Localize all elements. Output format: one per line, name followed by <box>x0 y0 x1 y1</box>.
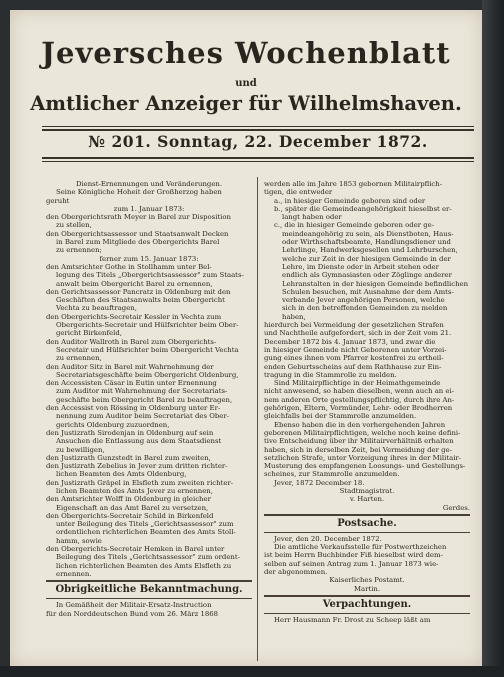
text-line: In Gemäßheit der Militair-Ersatz-Instruction <box>56 601 212 610</box>
masthead-title: Jeversches Wochenblatt <box>41 36 451 70</box>
text-line: Secretair und Hülfsrichter beim Obergericht Vechta <box>56 345 239 354</box>
text-line: nennung zum Auditor beim Secretariat des Ober- <box>56 412 229 421</box>
text-line: setzlichen Strafe, unter Vorzeigung ihres in der Militair- <box>264 453 462 462</box>
text-line: den Auditor Wallroth in Barel zum Obergerichts- <box>46 337 217 346</box>
text-line: Jever, den 20. December 1872. <box>274 534 382 543</box>
text-line: zum Auditor mit Wahrnehmung der Secretariats- <box>56 387 228 396</box>
text-line: v. Harten. <box>349 495 385 504</box>
text-line: den Obergerichtsrath Meyer in Barel zur Disposition <box>46 213 231 222</box>
text-line: Gerdes. <box>442 503 470 512</box>
text-line: a., in hiesiger Gemeinde geboren sind oder <box>274 196 426 205</box>
issue-rule-bottom <box>42 161 474 162</box>
text-line: meindeangehörig zu sein, als Dienstboten, Haus- <box>282 229 454 238</box>
text-line: Vechta zu beauftragen, <box>56 304 137 313</box>
text-line: verbande Jever angehörigen Personen, welche <box>282 296 445 305</box>
text-line: werden alle im Jahre 1853 gebornen Militairpflich- <box>264 180 443 188</box>
text-line: den Justizrath Zebelius in Jever zum dritten richter- <box>46 462 228 471</box>
text-line: Ansuchen die Entlassung aus dem Staatsdienst <box>56 437 222 446</box>
issue-line: № 201. Sonntag, 22. December 1872. <box>88 132 428 151</box>
text-line: den Accessisten Cäsar in Eutin unter Ernennung <box>46 379 217 388</box>
text-line: den Amtsrichter Wolff in Oldenburg in gleicher <box>46 495 211 504</box>
text-line: den Justizrath Gunzstedt in Barel zum zweiten, <box>46 453 211 462</box>
text-line: den Justizrath Sirodenjan in Oldenburg auf sein <box>46 428 214 437</box>
text-line: scheines, zur Stammrolle anzumelden. <box>264 470 400 479</box>
text-line: lichen Beamten des Amts Jever zu ernennen, <box>56 486 213 495</box>
text-line: sich in den betreffenden Gemeinden zu melden <box>282 304 448 313</box>
text-line: gung eines ihnen vom Pfarrer kostenfrei zu ertheil- <box>264 354 444 363</box>
newspaper-page <box>10 10 482 666</box>
text-line: zu ernennen, <box>56 354 102 363</box>
text-line: Eigenschaft an das Amt Barel zu versetzen, <box>56 503 209 512</box>
text-line: den Auditor Sitz in Barel mit Wahrnehmung der <box>46 362 214 371</box>
text-line: Herr Hausmann Fr. Drost zu Scheep läßt am <box>274 615 431 624</box>
text-line: langt haben oder <box>282 213 342 222</box>
right-column <box>264 180 470 624</box>
text-line: Martin. <box>353 584 381 593</box>
left-column <box>46 180 252 618</box>
postal-notice <box>264 535 470 593</box>
text-line: hierdurch bei Vermeidung der gesetzlichen Strafen <box>264 321 444 330</box>
text-line: nicht anwesend, so haben dieselben, wenn auch an ei- <box>264 387 455 396</box>
text-line: endlich als Gymnasiasten oder Zöglinge anderer <box>282 271 452 280</box>
text-line: gleichfalls bei der Stammrolle anzumelden. <box>264 412 417 421</box>
text-line: tragung in die Stammrolle zu melden. <box>264 370 397 379</box>
page-edge <box>0 666 504 677</box>
text-line: geschäfte beim Obergericht Barel zu beauftragen, <box>56 395 233 404</box>
text-line: oder Wirthschaftsbeamte, Handlungsdiener und <box>282 238 451 247</box>
text-line: lichen richterlichen Beamten des Amts Elsfleth zu <box>56 561 232 570</box>
text-line: den Obergerichts-Secretair Kessler in Vechta zum <box>46 312 222 321</box>
section-separator <box>264 514 470 516</box>
text-line: den Obergerichtsassessor und Staatsanwalt Decken <box>46 229 229 238</box>
text-line: den Obergerichts-Secretair Schild in Birkenfeld <box>46 511 214 520</box>
book-spine <box>482 0 504 677</box>
text-line: Die amtliche Verkaufsstelle für Postwerthzeichen <box>274 543 447 552</box>
text-line: den Justizrath Gräpel in Elsfleth zum zweiten richter- <box>46 478 234 487</box>
section-separator <box>46 580 252 582</box>
text-line: und Nachtheile aufgefordert, sich in der Zeit vom 21. <box>264 329 452 338</box>
text-line: Lehranstalten in der hiesigen Gemeinde befindlichen <box>282 279 469 288</box>
text-line: ernennen. <box>56 569 92 578</box>
text-line: December 1872 bis 4. Januar 1873, und zwar die <box>264 337 436 346</box>
text-line: hamm, sowie <box>56 536 102 545</box>
text-line: Secretariatsgeschäfte beim Obergericht Oldenburg, <box>56 370 239 379</box>
text-line: b., später die Gemeindeangehörigkeit hieselbst er- <box>274 204 452 213</box>
text-line: welche zur Zeit in der hiesigen Gemeinde in der <box>282 254 451 263</box>
text-line: ordentlichen richterlichen Beamten des Amts Stoll- <box>56 528 236 537</box>
text-line: geruht <box>46 196 70 205</box>
section-separator <box>264 595 470 597</box>
text-line: ferner zum 15. Januar 1873: <box>99 254 199 263</box>
text-line: selben auf seinen Antrag zum 1. Januar 1873 wie- <box>264 559 439 568</box>
masthead-connector: und <box>235 78 257 89</box>
text-line: Obergerichts-Secretair und Hülfsrichter beim Ober- <box>56 321 239 330</box>
text-line: Ebenso haben die in den vorhergehenden Jahren <box>274 420 446 429</box>
military-notice-continued <box>264 180 470 512</box>
military-notice-start <box>46 601 252 618</box>
text-line: Jever, 1872 December 18. <box>274 478 365 487</box>
text-line: Lehre, im Dienste oder in Arbeit stehen oder <box>282 262 439 271</box>
section-separator <box>264 532 470 533</box>
text-line: legung des Titels „Obergerichtsassessor" zum Staats- <box>56 271 244 280</box>
text-line: lichen Beamten des Amts Oldenburg, <box>56 470 187 479</box>
text-line: anwalt beim Obergericht Barel zu ernennen, <box>56 279 213 288</box>
issue-rule-bottom-thick <box>42 157 474 159</box>
text-line: Seine Königliche Hoheit der Großherzog haben <box>56 188 222 197</box>
text-line: c., die in hiesiger Gemeinde geboren oder ge- <box>274 221 435 230</box>
text-line: Geschäften des Staatsanwalts beim Obergericht <box>56 296 225 305</box>
text-line: gehörigen, Eltern, Vormünder, Lehr- oder Brodherren <box>264 404 453 413</box>
text-line: Stadtmagistrat. <box>339 486 395 495</box>
column-divider <box>257 177 258 661</box>
text-line: Schulen besuchen, mit Ausnahme der dem Amts- <box>282 287 454 296</box>
section-separator <box>264 613 470 614</box>
text-line: nem anderen Orte gestellungspflichtig, durch ihre An- <box>264 395 455 404</box>
text-line: unter Beilegung des Titels „Gerichtsassessor" zum <box>56 520 234 529</box>
text-line: ist beim Herrn Buchbinder Fiß hieselbst wird dem- <box>264 551 443 560</box>
text-line: Beilegung des Titels „Gerichtsassessor" zum ordent- <box>56 553 240 562</box>
text-line: den Amtsrichter Gothe in Stollhamm unter Bel- <box>46 262 212 271</box>
text-line: enden Geburtsscheins auf dem Rathhause zur Ein- <box>264 362 442 371</box>
text-line: gericht Birkenfeld, <box>56 329 122 338</box>
text-line: den Accessist von Rössing in Oldenburg unter Er- <box>46 404 221 413</box>
appointments-notice <box>46 180 252 578</box>
section-title-obrigkeitliche: Obrigkeitliche Bekanntmachung. <box>55 584 243 596</box>
section-separator <box>46 598 252 599</box>
text-line: tigen, die entweder <box>264 188 333 197</box>
text-line: Lehrlinge, Handwerksgesellen und Lehrburschen, <box>282 246 458 255</box>
text-line: zum 1. Januar 1873: <box>113 204 185 213</box>
masthead-rule-top <box>42 126 474 127</box>
text-line: haben, sich in derselben Zeit, bei Vermeidung der ge- <box>264 445 452 454</box>
text-line: Kaiserliches Postamt. <box>329 576 405 585</box>
text-line: tive Entscheidung über ihr Militairverhältniß erhalten <box>264 437 454 446</box>
text-line: gerichts Oldenburg zuzuordnen, <box>56 420 170 429</box>
text-line: zu bewilligen, <box>56 445 105 454</box>
text-line: in hiesiger Gemeinde nicht Geborenen unter Vorzei- <box>264 345 447 354</box>
text-line: Sind Militairpflichtige in der Heimathgemeinde <box>274 379 441 388</box>
masthead-rule-top-thick <box>42 129 474 131</box>
text-line: in Barel zum Mitgliede des Obergerichts Barel <box>56 238 220 247</box>
text-line: der abgenommen. <box>264 568 328 577</box>
text-line: Dienst-Ernennungen und Veränderungen. <box>75 180 223 188</box>
text-line: zu stellen, <box>56 221 92 230</box>
masthead-subtitle: Amtlicher Anzeiger für Wilhelmshaven. <box>30 92 462 115</box>
text-line: den Gerichtsassessor Pancratz in Oldenburg mit den <box>46 287 231 296</box>
section-title-postsache: Postsache. <box>337 517 397 529</box>
text-line: geborenen Militairpflichtigen, welche noch keine defini- <box>264 428 461 437</box>
text-line: haben, <box>282 312 306 321</box>
text-line: für den Norddeutschen Bund vom 26. März 1868 <box>46 609 218 618</box>
lease-notice <box>264 616 470 624</box>
text-line: den Obergerichts-Secretair Hemken in Barel unter <box>46 545 225 554</box>
section-title-verpachtungen: Verpachtungen. <box>322 598 412 610</box>
text-line: zu ernennen; <box>56 246 102 255</box>
text-line: Musterung des empfangenen Loosungs- und Gestellungs- <box>264 462 466 471</box>
